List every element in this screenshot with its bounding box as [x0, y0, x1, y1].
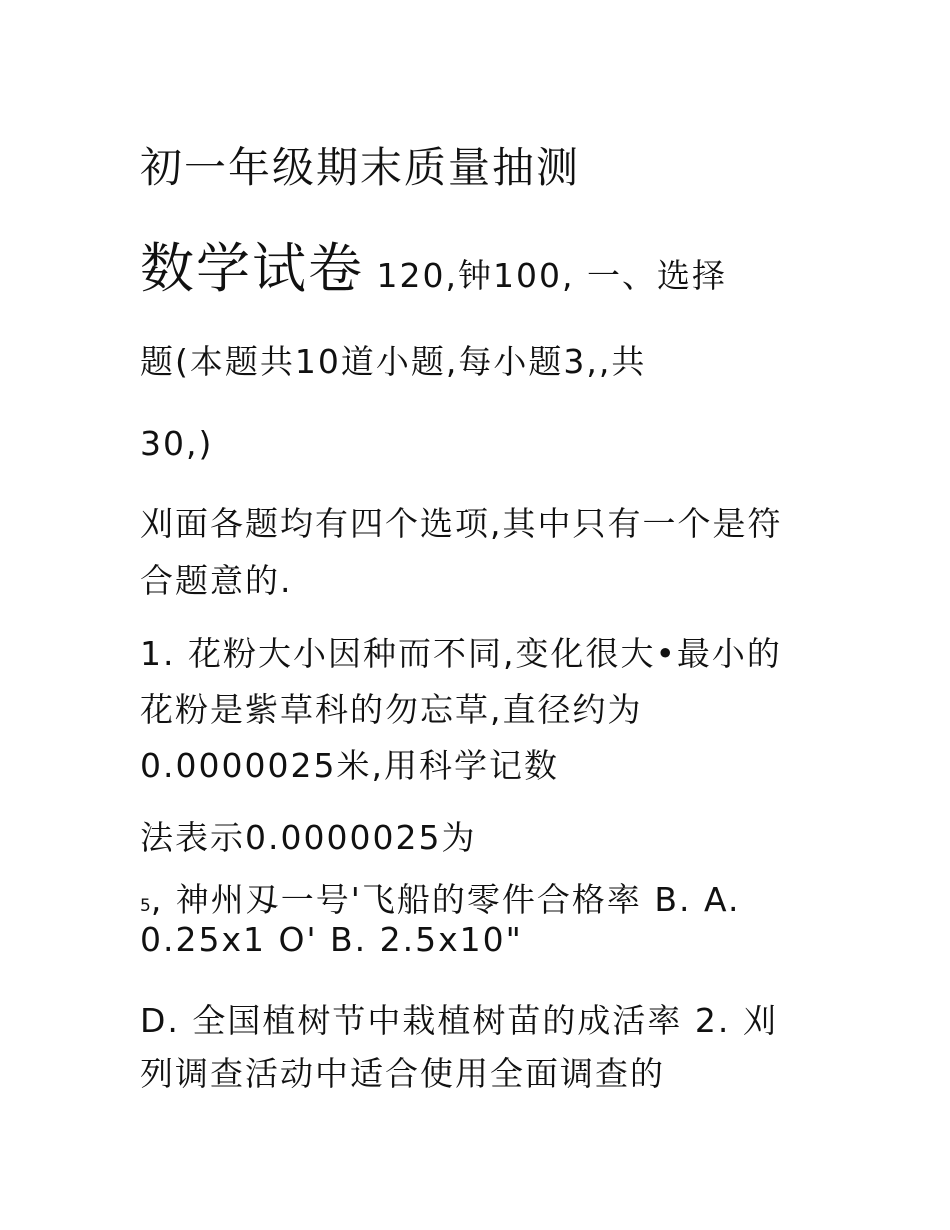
- document-subtitle: 数学试卷: [140, 237, 364, 300]
- question2-line1: D. 全国植树节中栽植树苗的成活率 2. 刈: [140, 1001, 778, 1040]
- subtitle-line: [140, 226, 727, 303]
- question1-line5-text: , 神州刄一号'飞船的零件合格率 B. A.: [150, 880, 741, 919]
- small-mark: 5: [140, 896, 151, 916]
- question2-line2: 列调查活动中适合使用全面调查的: [140, 1054, 665, 1093]
- section-heading-line3: 30,): [140, 424, 214, 463]
- instruction-line2: 合题意的.: [140, 561, 293, 600]
- question1-line3: 0.0000025米,用科学记数: [140, 746, 559, 785]
- subtitle-suffix: 120,钟100, 一、选择: [376, 256, 727, 295]
- question1-line1: 1. 花粉大小因种而不同,变化很大•最小的: [140, 634, 782, 673]
- question1-line2: 花粉是紫草科的勿忘草,直径约为: [140, 690, 643, 729]
- section-heading-line2: 题(本题共10道小题,每小题3,,共: [140, 342, 647, 381]
- question1-line4: 法表示0.0000025为: [140, 818, 477, 857]
- question1-line6: 0.25x1 O' B. 2.5x10": [140, 920, 523, 959]
- instruction-line1: 刈面各题均有四个选项,其中只有一个是符: [140, 504, 783, 543]
- question1-line5: [140, 874, 740, 921]
- document-title: 初一年级期末质量抽测: [140, 143, 581, 192]
